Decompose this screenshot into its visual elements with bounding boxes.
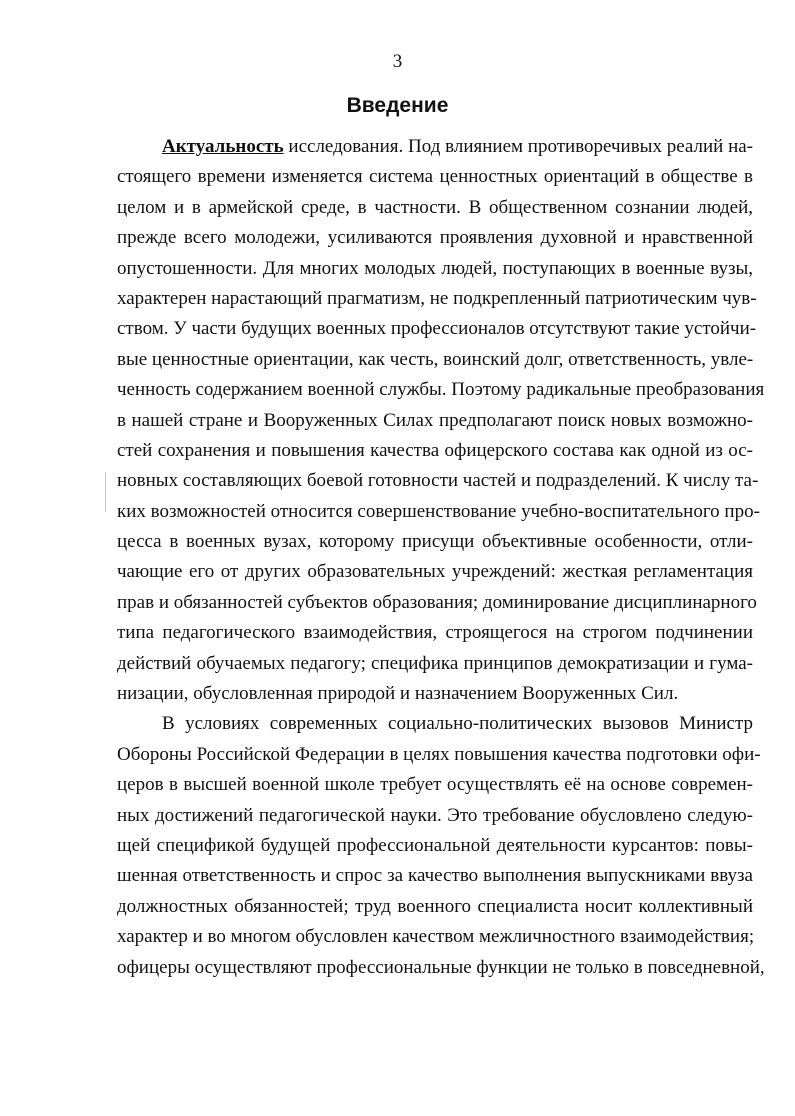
paragraph-line: целом и в армейской среде, в частности. В общественном сознании людей, bbox=[117, 196, 753, 218]
paragraph-line: щей спецификой будущей профессиональной деятельности курсантов: повы- bbox=[117, 834, 753, 856]
paragraph-line: в нашей стране и Вооруженных Силах предполагают поиск новых возможно- bbox=[117, 409, 753, 431]
paragraph-line: В условиях современных социально-политических вызовов Министр bbox=[162, 713, 753, 735]
paragraph-line: характер и во многом обусловлен качеством межличностного взаимодействия; bbox=[117, 926, 755, 948]
paragraph-line: шенная ответственность и спрос за качество выполнения выпускниками ввуза bbox=[117, 865, 753, 887]
paragraph-line: Обороны Российской Федерации в целях повышения качества подготовки офи- bbox=[117, 743, 761, 765]
paragraph-line: вые ценностные ориентации, как честь, воинский долг, ответственность, увле- bbox=[117, 348, 754, 370]
paragraph-line: офицеры осуществляют профессиональные функции не только в повседневной, bbox=[117, 956, 765, 978]
page-number: 3 bbox=[392, 51, 403, 72]
paragraph-line: ких возможностей относится совершенствование учебно-воспитательного про- bbox=[117, 500, 760, 522]
paragraph-line: низации, обусловленная природой и назначением Вооруженных Сил. bbox=[117, 683, 679, 705]
paragraph-line: прежде всего молодежи, усиливаются проявления духовной и нравственной bbox=[117, 227, 753, 249]
paragraph-line: цесса в военных вузах, которому присущи объективные особенности, отли- bbox=[117, 531, 753, 553]
paragraph-line: стоящего времени изменяется система ценностных ориентаций в обществе в bbox=[117, 166, 753, 188]
paragraph-line: стей сохранения и повышения качества офицерского состава как одной из ос- bbox=[117, 439, 753, 461]
paragraph-line: церов в высшей военной школе требует осуществлять её на основе современ- bbox=[117, 774, 753, 796]
paragraph-line: действий обучаемых педагогу; специфика принципов демократизации и гума- bbox=[117, 652, 753, 674]
paragraph-line: ством. У части будущих военных профессионалов отсутствуют такие устойчи- bbox=[117, 318, 757, 340]
document-body bbox=[117, 132, 765, 983]
paragraph-line: новных составляющих боевой готовности частей и подразделений. К числу та- bbox=[117, 470, 759, 492]
paragraph-line: прав и обязанностей субъектов образования; доминирование дисциплинарного bbox=[117, 591, 757, 613]
paragraph-line: опустошенности. Для многих молодых людей, поступающих в военные вузы, bbox=[117, 257, 753, 279]
margin-mark bbox=[105, 472, 106, 512]
paragraph-line: чающие его от других образовательных учреждений: жесткая регламентация bbox=[117, 561, 753, 583]
paragraph-conditions bbox=[117, 709, 765, 983]
paragraph-relevance bbox=[117, 132, 765, 709]
paragraph-line: ченность содержанием военной службы. Поэтому радикальные преобразования bbox=[117, 379, 765, 401]
paragraph-line: характерен нарастающий прагматизм, не подкрепленный патриотическим чув- bbox=[117, 287, 757, 309]
lead-term: Актуальность bbox=[162, 136, 284, 157]
paragraph-line: должностных обязанностей; труд военного специалиста носит коллективный bbox=[117, 895, 753, 917]
section-title: Введение bbox=[346, 94, 449, 117]
paragraph-line: типа педагогического взаимодействия, строящегося на строгом подчинении bbox=[117, 622, 753, 644]
paragraph-line: ных достижений педагогической науки. Это требование обусловлено следую- bbox=[117, 804, 753, 826]
paragraph-line: Актуальность исследования. Под влиянием противоречивых реалий на- bbox=[162, 136, 753, 157]
